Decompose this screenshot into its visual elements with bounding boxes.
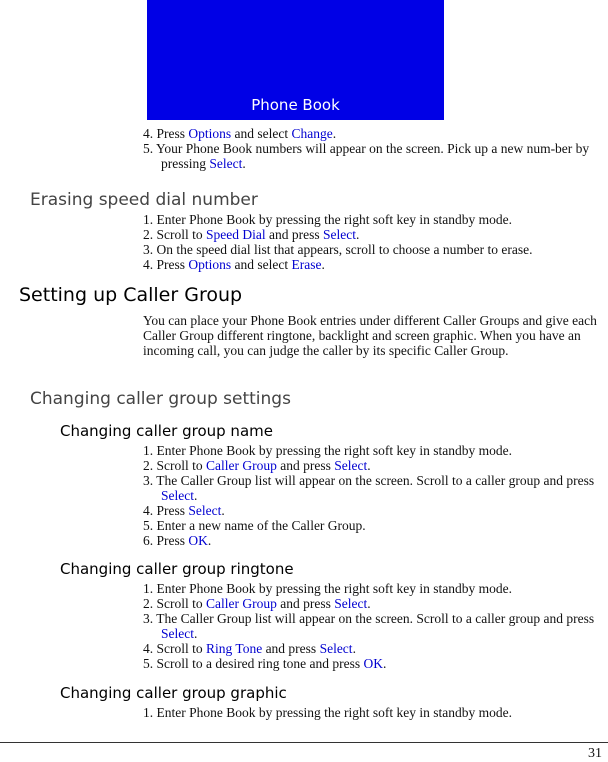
step-text: 4. Scroll to — [143, 641, 206, 656]
step-item — [143, 473, 605, 503]
ringtone-section-heading: Changing caller group ringtone — [60, 560, 294, 578]
erasing-heading: Erasing speed dial number — [30, 190, 258, 210]
step-text: 5. Enter a new name of the Caller Group. — [143, 518, 366, 533]
step-item — [143, 443, 605, 458]
step-item — [143, 503, 605, 518]
menu-term: Select — [319, 641, 353, 656]
settings-heading: Changing caller group settings — [30, 389, 291, 409]
phone-screen-image — [147, 0, 444, 120]
step-text: 6. Press — [143, 533, 189, 548]
step-text: 2. Scroll to — [143, 458, 206, 473]
step-text: 1. Enter Phone Book by pressing the right soft key in standby mode. — [143, 443, 512, 458]
step-text: 3. The Caller Group list will appear on the screen. Scroll to a caller group and press — [143, 473, 595, 488]
step-item — [143, 126, 605, 141]
step-text: . — [194, 626, 198, 641]
menu-term: Select — [188, 503, 222, 518]
menu-term: Select — [161, 626, 194, 641]
step-text: 1. Enter Phone Book by pressing the right soft key in standby mode. — [143, 705, 512, 720]
menu-term: Options — [188, 126, 232, 141]
step-text: . — [352, 641, 356, 656]
caller-group-heading: Setting up Caller Group — [19, 284, 243, 306]
step-text: 4. Press — [143, 503, 189, 518]
step-text: and press — [265, 227, 323, 242]
step-text: 2. Scroll to — [143, 596, 206, 611]
menu-term: Select — [161, 488, 194, 503]
step-item — [143, 596, 605, 611]
step-text: 3. The Caller Group list will appear on the screen. Scroll to a caller group and press — [143, 611, 595, 626]
step-text: . — [382, 656, 387, 671]
step-text: 5. Scroll to a desired ring tone and press — [143, 656, 364, 671]
step-text: . — [367, 458, 371, 473]
step-item — [143, 705, 605, 720]
step-text: . — [332, 126, 337, 141]
step-text: 4. Press — [143, 126, 189, 141]
menu-term: Select — [209, 156, 243, 171]
ringtone-steps — [143, 581, 605, 671]
step-item — [143, 611, 605, 641]
step-item — [143, 212, 605, 227]
step-item — [143, 518, 605, 533]
step-text: . — [367, 596, 371, 611]
step-text: . — [194, 488, 198, 503]
menu-term: Select — [334, 596, 368, 611]
step-item — [143, 533, 605, 548]
menu-term: Options — [188, 257, 232, 272]
step-text: and select — [231, 126, 292, 141]
menu-term: Erase — [291, 257, 322, 272]
step-text: and press — [276, 458, 335, 473]
step-item — [143, 242, 605, 257]
menu-term: Select — [334, 458, 368, 473]
page-number: 31 — [588, 746, 602, 761]
erasing-steps — [143, 212, 605, 272]
phone-screen-caption: Phone Book — [251, 96, 340, 114]
step-text: 3. On the speed dial list that appears, scroll to choose a number to erase. — [143, 242, 533, 257]
menu-term: Speed Dial — [206, 227, 266, 242]
caller-group-paragraph: You can place your Phone Book entries under different Caller Groups and give each Caller Group different ringtone, backlight and screen graphic. When you have an incoming call, you can judge the caller by its specific Caller Group. — [143, 313, 597, 358]
step-text: . — [356, 227, 360, 242]
step-item — [143, 141, 605, 171]
step-text: . — [221, 503, 225, 518]
name-steps — [143, 443, 605, 548]
step-text: and press — [276, 596, 335, 611]
step-item — [143, 656, 605, 671]
step-text: . — [242, 156, 246, 171]
menu-term: Ring Tone — [206, 641, 263, 656]
intro-steps — [143, 126, 605, 171]
menu-term: Select — [323, 227, 356, 242]
step-text: 4. Press — [143, 257, 189, 272]
menu-term: Caller Group — [206, 596, 277, 611]
step-text: 2. Scroll to — [143, 227, 206, 242]
step-text: . — [207, 533, 212, 548]
graphic-section-heading: Changing caller group graphic — [60, 684, 287, 702]
step-text: . — [321, 257, 325, 272]
step-text: 5. Your Phone Book numbers will appear on the screen. Pick up a new num-ber by pressing — [143, 141, 590, 171]
graphic-steps — [143, 705, 605, 720]
step-text: and select — [231, 257, 292, 272]
step-item — [143, 641, 605, 656]
menu-term: Caller Group — [206, 458, 277, 473]
step-item — [143, 227, 605, 242]
step-item — [143, 581, 605, 596]
footer-rule — [0, 742, 608, 743]
menu-term: Change — [291, 126, 333, 141]
step-text: and press — [262, 641, 320, 656]
step-text: 1. Enter Phone Book by pressing the right soft key in standby mode. — [143, 212, 512, 227]
step-text: 1. Enter Phone Book by pressing the right soft key in standby mode. — [143, 581, 512, 596]
step-item — [143, 257, 605, 272]
step-item — [143, 458, 605, 473]
menu-term: OK — [363, 656, 383, 671]
menu-term: OK — [188, 533, 208, 548]
name-section-heading: Changing caller group name — [60, 422, 273, 440]
